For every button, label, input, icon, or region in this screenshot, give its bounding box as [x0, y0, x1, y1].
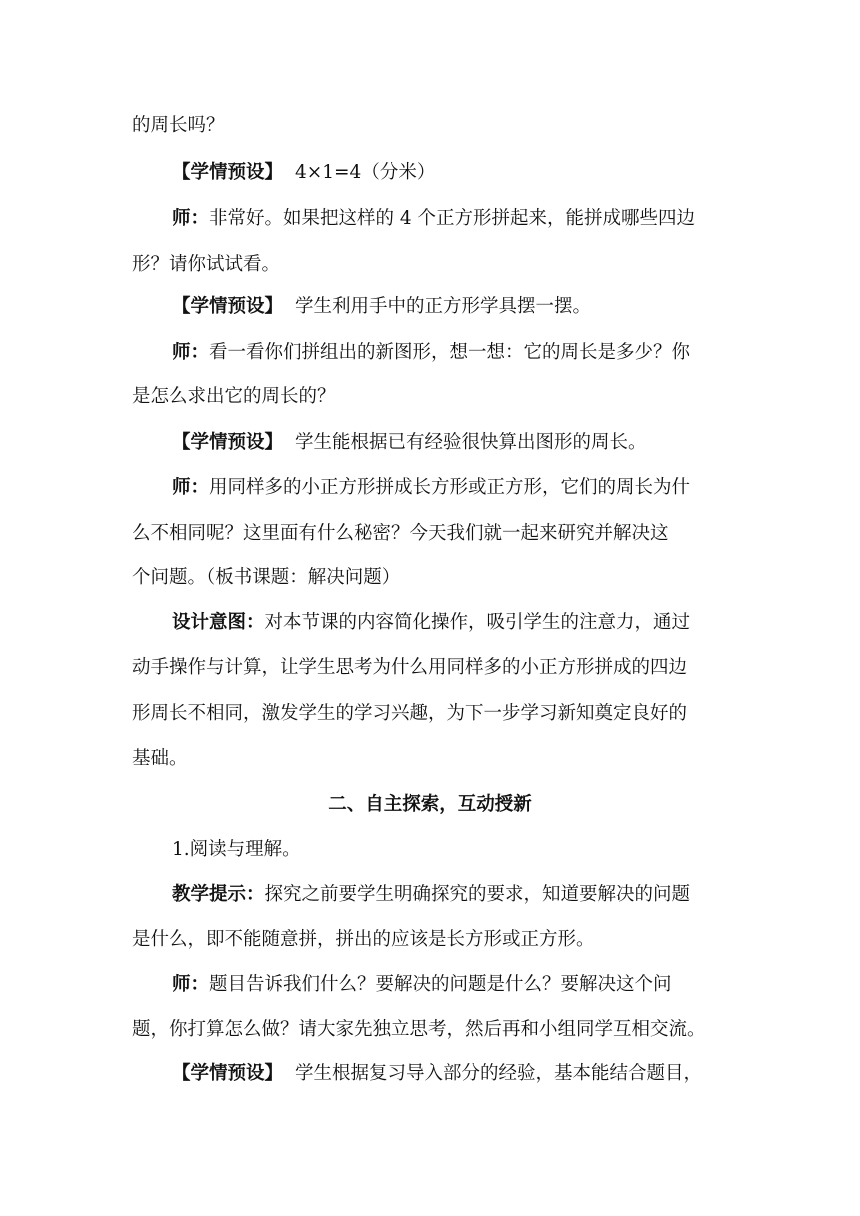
teacher-label: 师： — [172, 477, 210, 498]
section-heading — [0, 790, 860, 820]
line-text: 动手操作与计算，让学生思考为什么用同样多的小正方形拼成的四边 — [132, 657, 688, 678]
paragraph-line — [172, 473, 690, 503]
paragraph-line — [172, 338, 690, 368]
line-text: 1.阅读与理解。 — [172, 839, 301, 860]
paragraph-line — [172, 970, 672, 1000]
paragraph-line — [132, 653, 687, 683]
line-text: 用同样多的小正方形拼成长方形或正方形，它们的周长为什 — [209, 477, 691, 498]
paragraph-line — [172, 608, 690, 638]
design-intent-label: 设计意图： — [172, 612, 265, 633]
paragraph-line — [172, 204, 695, 234]
paragraph-line — [132, 699, 687, 729]
paragraph-line — [132, 1015, 706, 1045]
paragraph-line — [172, 835, 301, 865]
line-text: 学生根据复习导入部分的经验，基本能结合题目， — [295, 1063, 703, 1084]
line-text: 题目告诉我们什么？要解决的问题是什么？要解决这个问 — [209, 974, 672, 995]
paragraph-line — [172, 292, 591, 322]
line-text: 个问题。（板书课题：解决问题） — [132, 567, 401, 588]
paragraph-line — [172, 880, 690, 910]
teaching-tip-label: 教学提示： — [172, 884, 265, 905]
paragraph-line — [132, 382, 336, 412]
paragraph-line — [132, 925, 595, 955]
line-text: 探究之前要学生明确探究的要求，知道要解决的问题 — [264, 884, 691, 905]
situation-preset-tag: 【学情预设】 — [172, 162, 284, 183]
paragraph-line — [132, 111, 225, 141]
situation-preset-tag: 【学情预设】 — [172, 432, 284, 453]
situation-preset-tag: 【学情预设】 — [172, 1063, 284, 1084]
line-text: 学生利用手中的正方形学具摆一摆。 — [295, 296, 592, 317]
line-text: 是什么，即不能随意拼，拼出的应该是长方形或正方形。 — [132, 929, 595, 950]
teacher-label: 师： — [172, 342, 210, 363]
line-text: 看一看你们拼组出的新图形，想一想：它的周长是多少？你 — [209, 342, 691, 363]
line-text: 是怎么求出它的周长的？ — [132, 386, 336, 407]
situation-preset-tag: 【学情预设】 — [172, 296, 284, 317]
paragraph-line — [172, 428, 647, 458]
teacher-label: 师： — [172, 974, 210, 995]
line-text: 学生能根据已有经验很快算出图形的周长。 — [295, 432, 647, 453]
section-heading-text: 二、自主探索，互动授新 — [328, 794, 532, 815]
line-text: 的周长吗？ — [132, 115, 225, 136]
line-text: 对本节课的内容简化操作，吸引学生的注意力，通过 — [264, 612, 691, 633]
teacher-label: 师： — [172, 208, 210, 229]
paragraph-line — [172, 1059, 702, 1089]
paragraph-line — [132, 250, 280, 280]
line-text: 形周长不相同，激发学生的学习兴趣，为下一步学习新知奠定良好的 — [132, 703, 688, 724]
line-text: 形？请你试试看。 — [132, 254, 281, 275]
line-text: 非常好。如果把这样的 4 个正方形拼起来，能拼成哪些四边 — [209, 208, 696, 229]
paragraph-line — [132, 563, 400, 593]
line-text: 基础。 — [132, 748, 188, 769]
paragraph-line — [132, 744, 188, 774]
paragraph-line — [172, 158, 435, 188]
paragraph-line — [132, 519, 669, 549]
line-text: 4×1=4（分米） — [295, 162, 436, 183]
line-text: 题，你打算怎么做？请大家先独立思考，然后再和小组同学互相交流。 — [132, 1019, 706, 1040]
line-text: 么不相同呢？这里面有什么秘密？今天我们就一起来研究并解决这 — [132, 523, 669, 544]
